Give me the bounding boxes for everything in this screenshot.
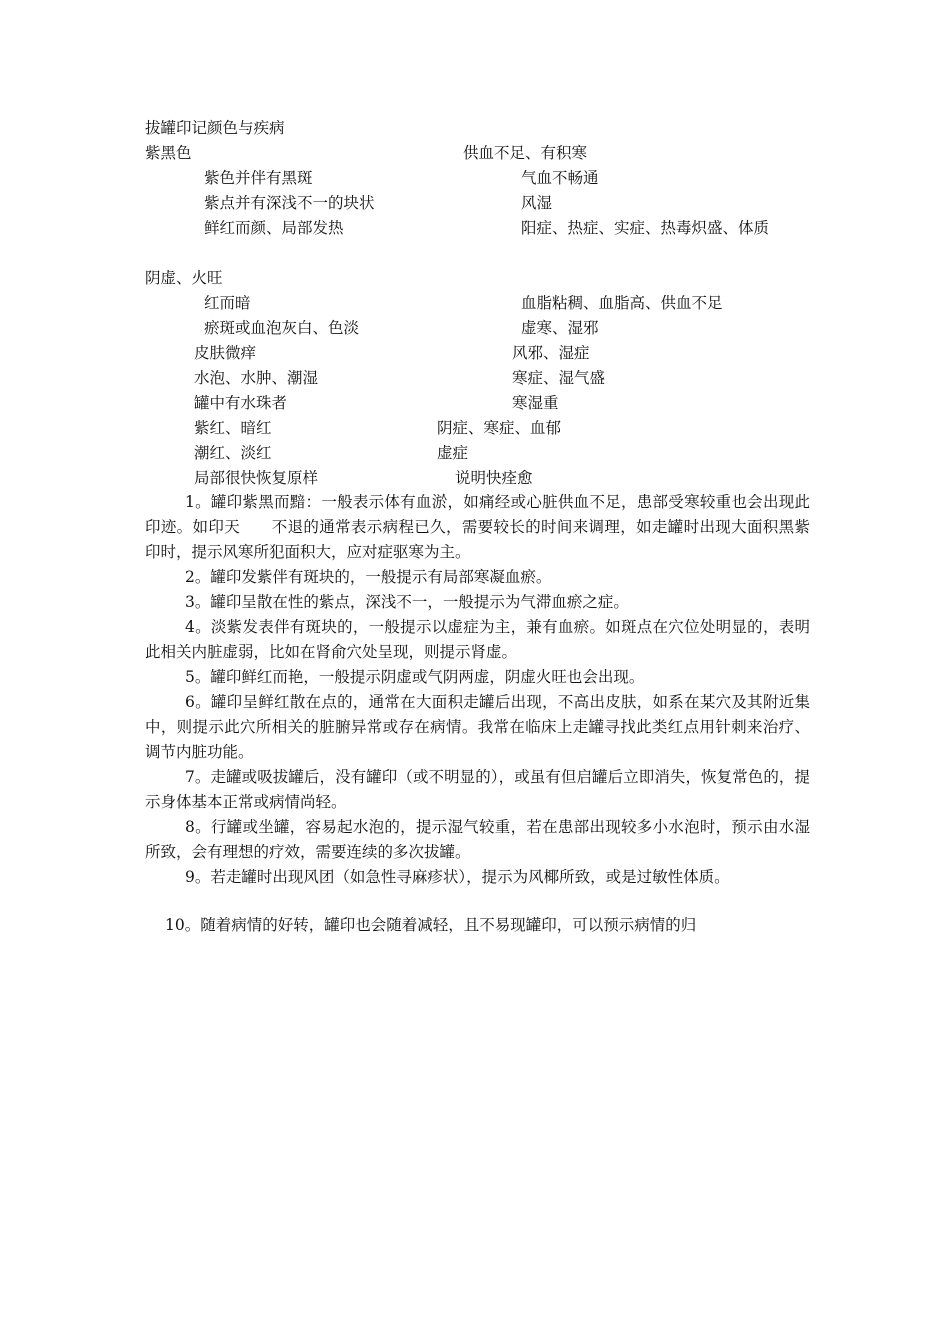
paragraph-item: 2。罐印发紫伴有斑块的，一般提示有局部寒凝血瘀。	[185, 568, 552, 586]
row-meaning-label: 供血不足、有积寒	[463, 144, 588, 162]
paragraph-item: 10。随着病情的好转，罐印也会随着减轻，且不易现罐印，可以预示病情的归	[165, 916, 697, 934]
paragraph-item: 6。罐印呈鲜红散在点的，通常在大面积走罐后出现，不高出皮肤，如系在某穴及其附近集中，则提示此穴所相关的脏腑异常或存在病情。我常在临床上走罐寻找此类红点用针刺来治疗、调节内脏功能。	[145, 693, 810, 761]
row-meaning-label: 虚症	[437, 444, 469, 462]
paragraph-item: 3。罐印呈散在性的紫点，深浅不一，一般提示为气滞血瘀之症。	[185, 593, 629, 611]
row-color-label: 鲜红而颜、局部发热	[204, 219, 344, 237]
paragraph-item: 8。行罐或坐罐，容易起水泡的，提示湿气较重，若在患部出现较多小水泡时，预示由水湿所致，会有理想的疗效，需要连续的多次拔罐。	[145, 818, 810, 861]
row-color-label: 紫黑色	[145, 144, 192, 162]
row-color-label: 紫色并伴有黑斑	[204, 169, 313, 187]
row-color-label: 皮肤微痒	[194, 344, 257, 362]
row-meaning-label: 风湿	[521, 194, 553, 212]
row-color-label: 紫红、暗红	[194, 419, 272, 437]
row-color-label: 水泡、水肿、潮湿	[194, 369, 319, 387]
row-meaning-label: 阴症、寒症、血郁	[437, 419, 562, 437]
row-meaning-label: 说明快痊愈	[455, 469, 533, 487]
row-meaning-label: 虚寒、湿邪	[521, 319, 599, 337]
row-color-label: 瘀斑或血泡灰白、色淡	[204, 319, 360, 337]
paragraph-item: 4。淡紫发表伴有斑块的，一般提示以虚症为主，兼有血瘀。如斑点在穴位处明显的，表明此相关内脏虚弱，比如在肾俞穴处呈现，则提示肾虚。	[145, 618, 810, 661]
row-color-label: 罐中有水珠者	[194, 394, 288, 412]
row-color-label: 阴虚、火旺	[145, 269, 223, 287]
paragraph-item: 9。若走罐时出现风团（如急性寻麻疹状），提示为风椰所致，或是过敏性体质。	[185, 868, 730, 886]
document-title: 拔罐印记颜色与疾病	[145, 119, 285, 137]
paragraph-item: 7。走罐或吸拔罐后，没有罐印（或不明显的），或虽有但启罐后立即消失，恢复常色的，提示身体基本正常或病情尚轻。	[145, 768, 810, 811]
row-meaning-label: 血脂粘稠、血脂高、供血不足	[521, 294, 723, 312]
row-meaning-label: 寒湿重	[512, 394, 559, 412]
row-color-label: 红而暗	[204, 294, 251, 312]
row-color-label: 局部很快恢复原样	[194, 469, 319, 487]
paragraph-item: 5。罐印鲜红而艳，一般提示阴虚或气阴两虚，阴虚火旺也会出现。	[185, 668, 645, 686]
row-color-label: 潮红、淡红	[194, 444, 272, 462]
row-meaning-label: 气血不畅通	[521, 169, 599, 187]
row-meaning-label: 阳症、热症、实症、热毒炽盛、体质	[521, 219, 770, 237]
paragraph-item: 1。罐印紫黑而黯：一般表示体有血淤，如痛经或心脏供血不足，患部受寒较重也会出现此印迹。如印天 不退的通常表示病程已久，需要较长的时间来调理，如走罐时出现大面积黑紫印时，提示风寒所犯面积大，应对症驱寒为主。	[145, 493, 810, 561]
row-meaning-label: 寒症、湿气盛	[512, 369, 606, 387]
row-color-label: 紫点并有深浅不一的块状	[204, 194, 375, 212]
row-meaning-label: 风邪、湿症	[512, 344, 590, 362]
